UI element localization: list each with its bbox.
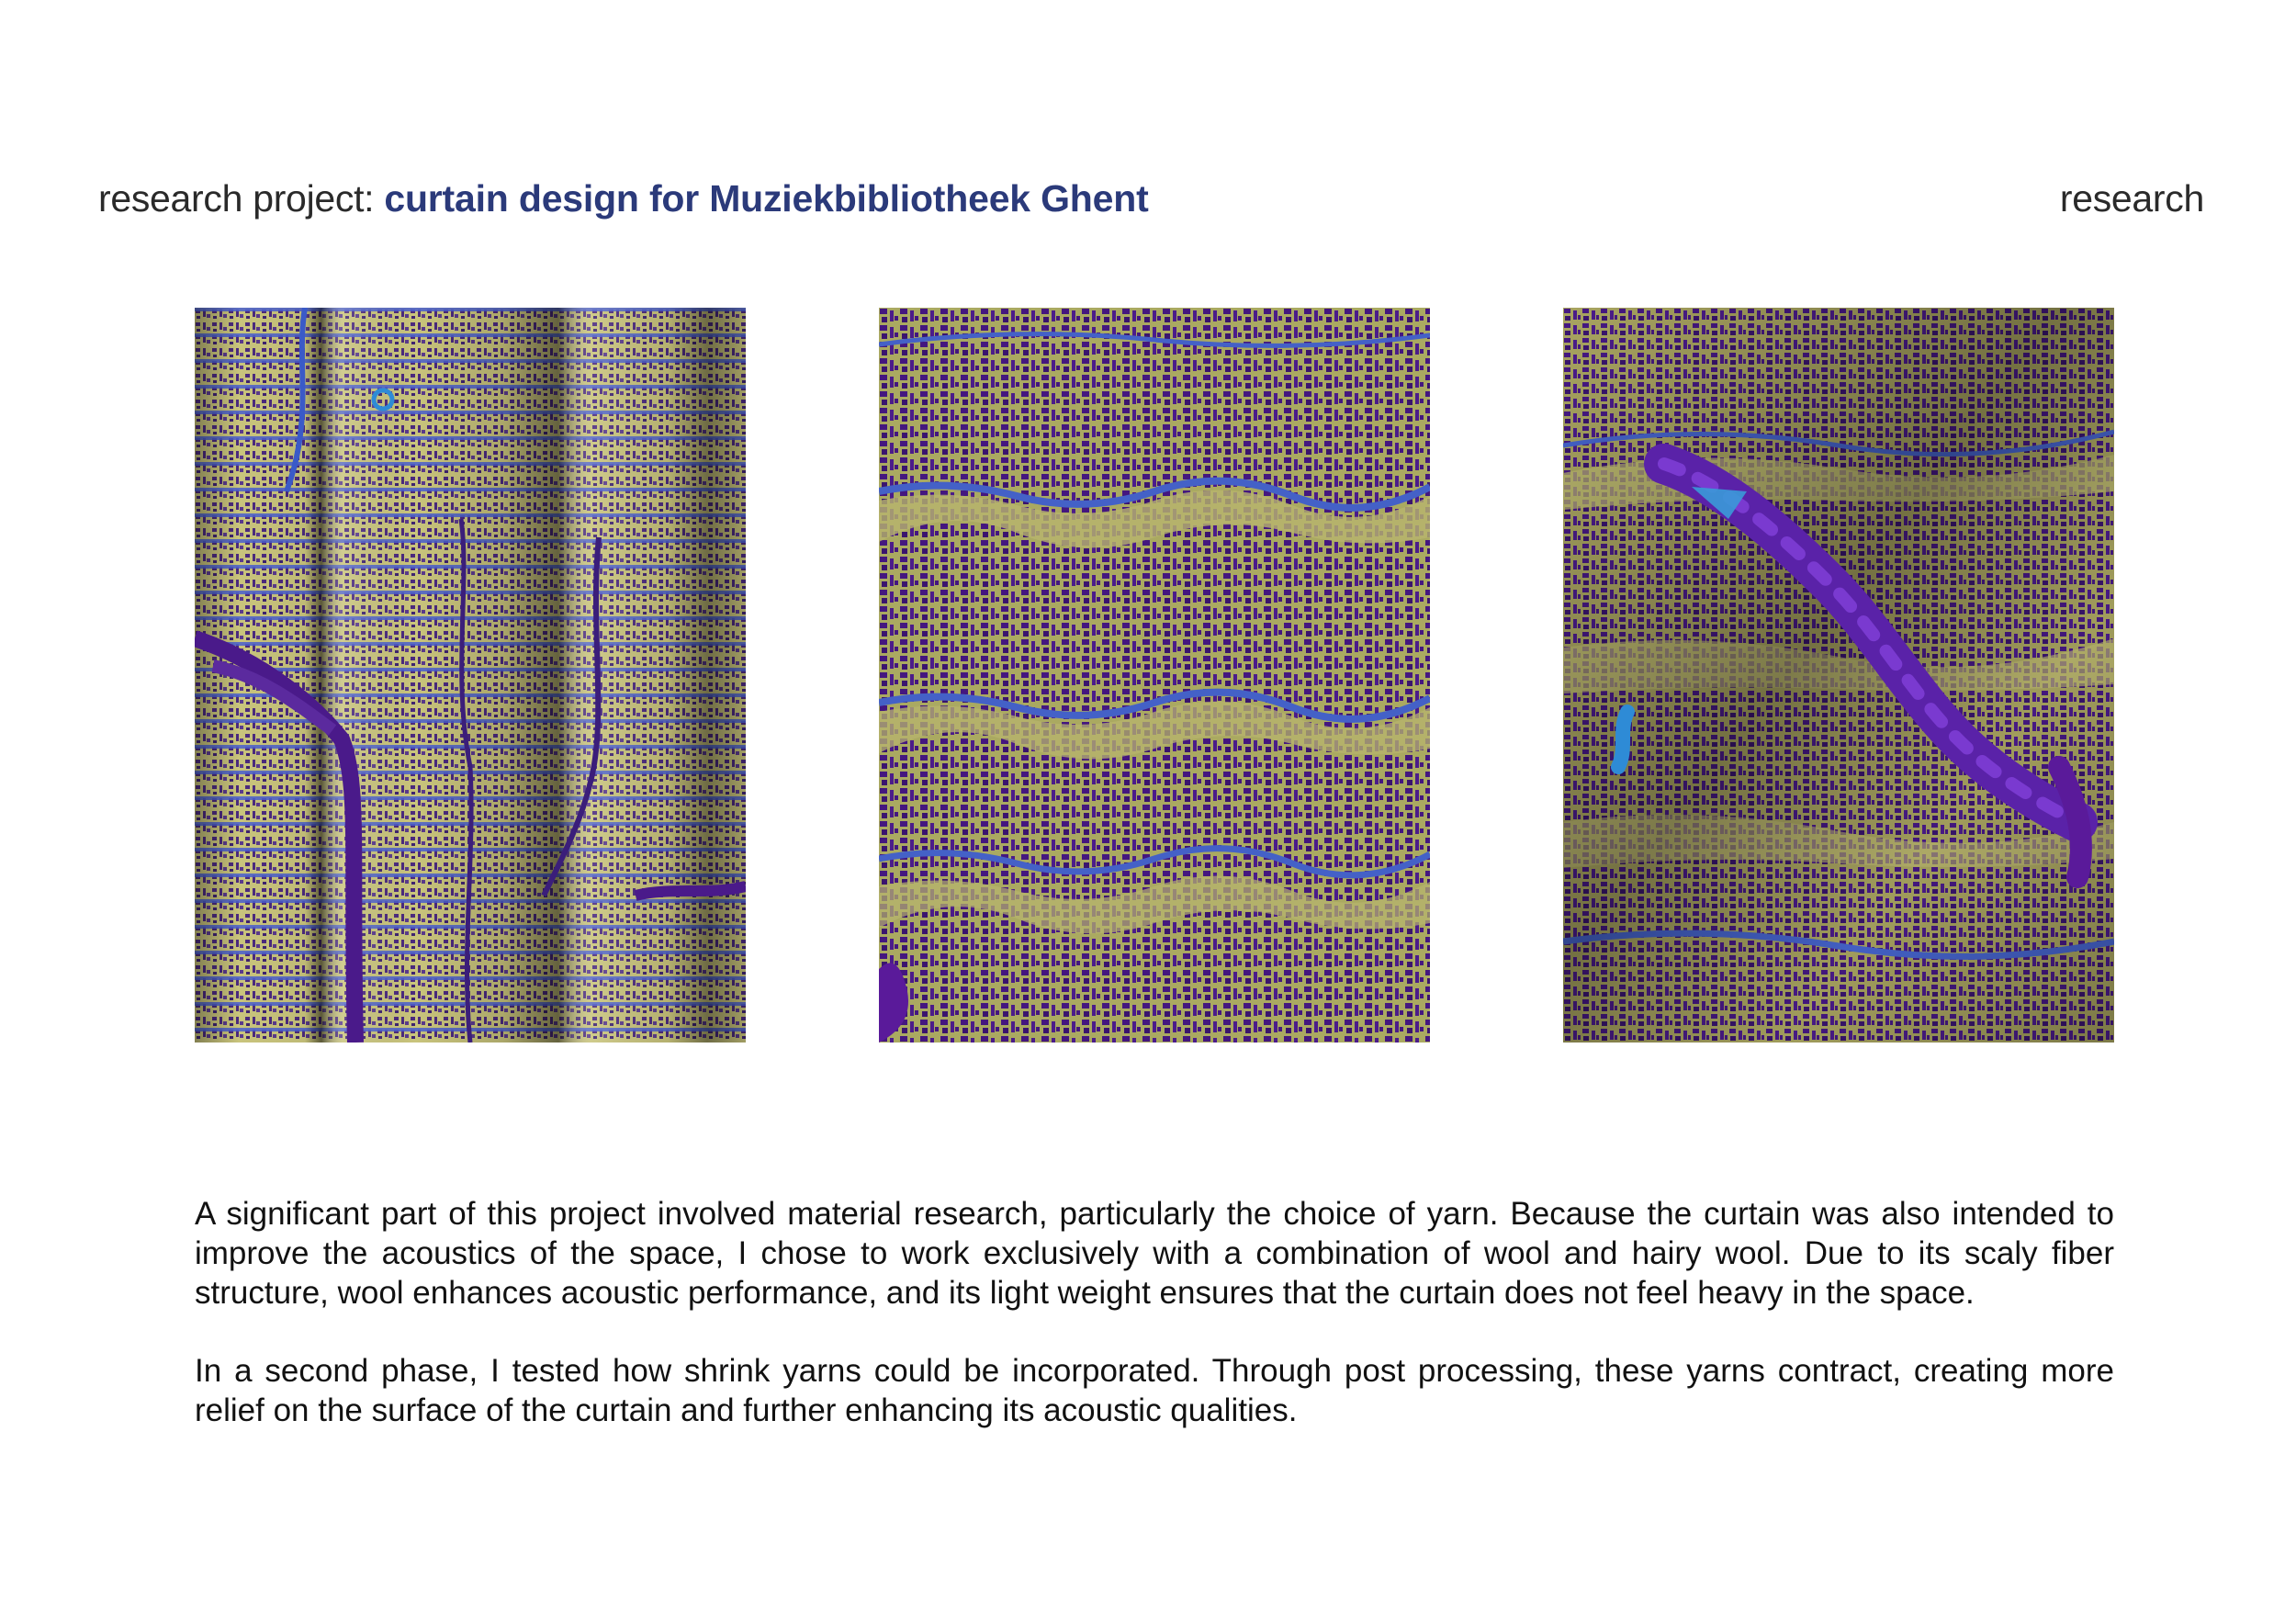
header-prefix: research project: bbox=[98, 177, 385, 220]
fabric-closeup-photo bbox=[879, 308, 1430, 1043]
curtain-drape-photo bbox=[195, 308, 746, 1043]
project-title: curtain design for Muziekbibliotheek Ghent bbox=[384, 177, 1149, 220]
page-header bbox=[98, 173, 1149, 224]
section-label: research bbox=[2059, 177, 2204, 220]
description bbox=[195, 1194, 2114, 1469]
description-paragraph-1: A significant part of this project involved material research, particularly the choice of yarn. Because the curtain was also intended to improve the acoustics of the space, I chose to work exclusively with a combination of wool and hairy wool. Due to its scaly fiber structure, wool enhances acoustic performance, and its light weight ensures that the curtain does not feel heavy in the space. bbox=[195, 1196, 2114, 1311]
fabric-embroidery-photo bbox=[1563, 308, 2114, 1043]
photo-icon bbox=[195, 308, 746, 1043]
photo-icon bbox=[1563, 308, 2114, 1043]
photo-icon bbox=[879, 308, 1430, 1043]
description-paragraph-2: In a second phase, I tested how shrink yarns could be incorporated. Through post processing, these yarns contract, creating more relief on the surface of the curtain and further enhancing its acoustic qualities. bbox=[195, 1353, 2114, 1428]
